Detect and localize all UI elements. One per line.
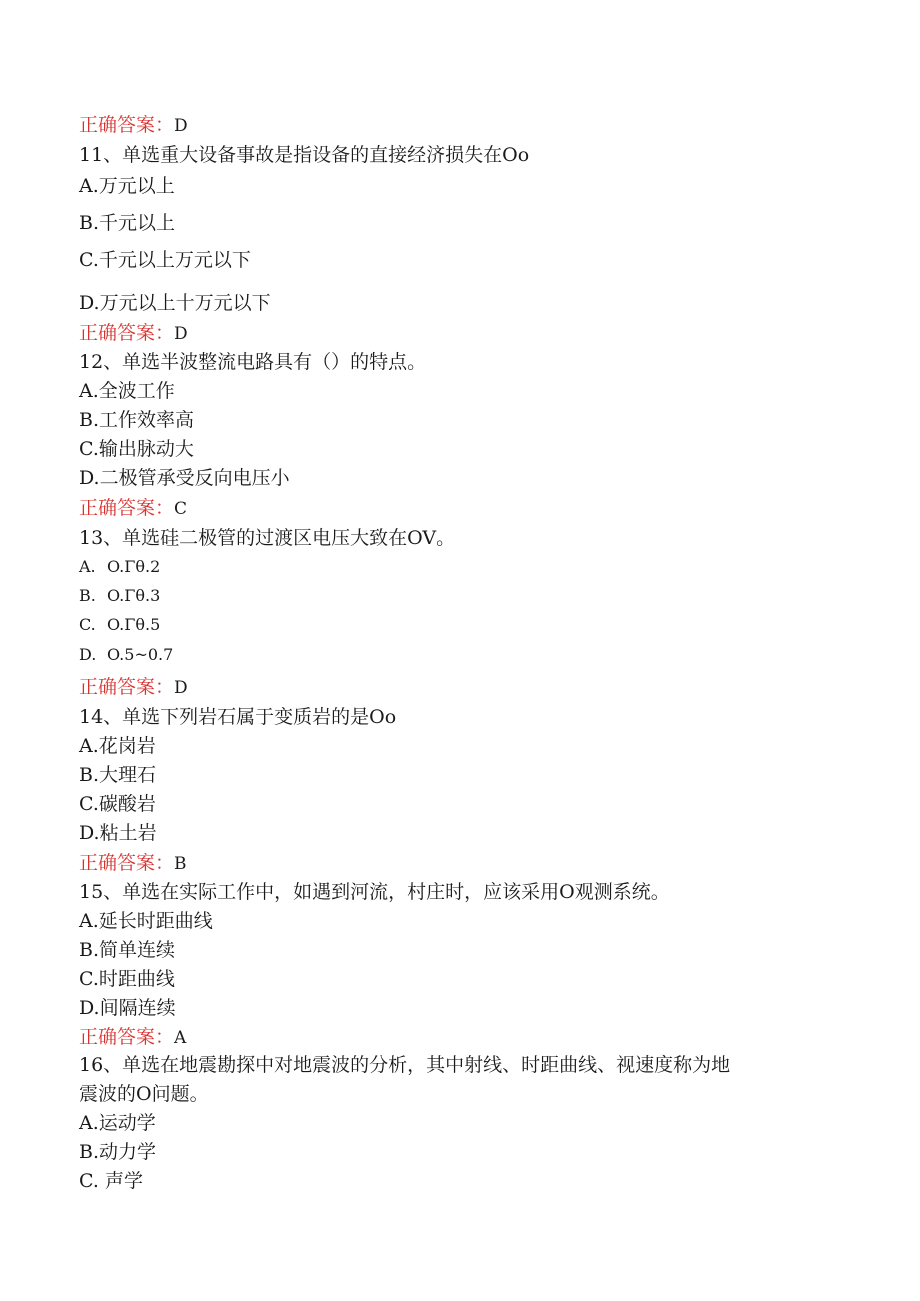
answer-value: C [174,499,188,519]
answer-line [79,674,188,701]
option-d [79,642,173,668]
option-text: O.5~0.7 [107,645,174,664]
option-b: B.简单连续 [79,939,176,961]
answer-label: 正确答案： [79,852,175,874]
option-a: A.运动学 [79,1112,156,1134]
option-text: O.Γθ.5 [107,615,161,634]
answer-value: D [174,324,188,344]
answer-line [79,850,187,877]
option-a: A.全波工作 [79,380,175,402]
option-key: C. [79,615,96,634]
option-a: A.延长时距曲线 [79,910,213,932]
option-c: C.碳酸岩 [79,793,156,815]
option-key: B. [79,586,96,605]
question-stem: 11、单选重大设备事故是指设备的直接经济损失在Oo [79,144,530,166]
option-c: C.输出脉动大 [79,438,194,460]
option-d: D.二极管承受反向电压小 [79,467,290,489]
option-b [79,583,160,609]
answer-label: 正确答案： [79,1026,175,1048]
answer-value: B [174,854,187,874]
option-key: A. [79,557,96,576]
option-c: C.千元以上万元以下 [79,249,251,271]
option-b: B.大理石 [79,764,157,786]
option-b: B.工作效率高 [79,409,195,431]
answer-label: 正确答案： [79,114,175,136]
option-c: C. 声学 [79,1170,143,1192]
question-stem: 12、单选半波整流电路具有（）的特点。 [79,351,427,373]
option-d: D.粘土岩 [79,822,157,844]
option-a: A.花岗岩 [79,735,156,757]
option-c: C.时距曲线 [79,968,175,990]
answer-label: 正确答案： [79,322,175,344]
answer-label: 正确答案： [79,497,175,519]
option-text: O.Γθ.2 [107,557,161,576]
question-stem: 13、单选硅二极管的过渡区电压大致在OV。 [79,527,456,549]
question-stem: 16、单选在地震勘探中对地震波的分析，其中射线、时距曲线、视速度称为地 [79,1054,731,1076]
answer-line [79,495,187,522]
option-a [79,554,160,580]
question-stem-continued: 震波的O问题。 [79,1083,209,1105]
answer-label: 正确答案： [79,676,175,698]
option-text: O.Γθ.3 [107,586,161,605]
answer-line [79,320,188,347]
answer-line [79,112,188,139]
option-d: D.万元以上十万元以下 [79,292,271,314]
answer-value: A [174,1028,187,1048]
answer-value: D [174,678,188,698]
option-b: B.动力学 [79,1141,157,1163]
answer-value: D [174,116,188,136]
answer-line [79,1024,186,1051]
option-b: B.千元以上 [79,212,176,234]
option-c [79,612,160,638]
option-key: D. [79,645,97,664]
question-stem: 14、单选下列岩石属于变质岩的是Oo [79,706,397,728]
option-a: A.万元以上 [79,175,175,197]
question-stem: 15、单选在实际工作中，如遇到河流，村庄时，应该采用O观测系统。 [79,881,670,903]
option-d: D.间隔连续 [79,997,176,1019]
